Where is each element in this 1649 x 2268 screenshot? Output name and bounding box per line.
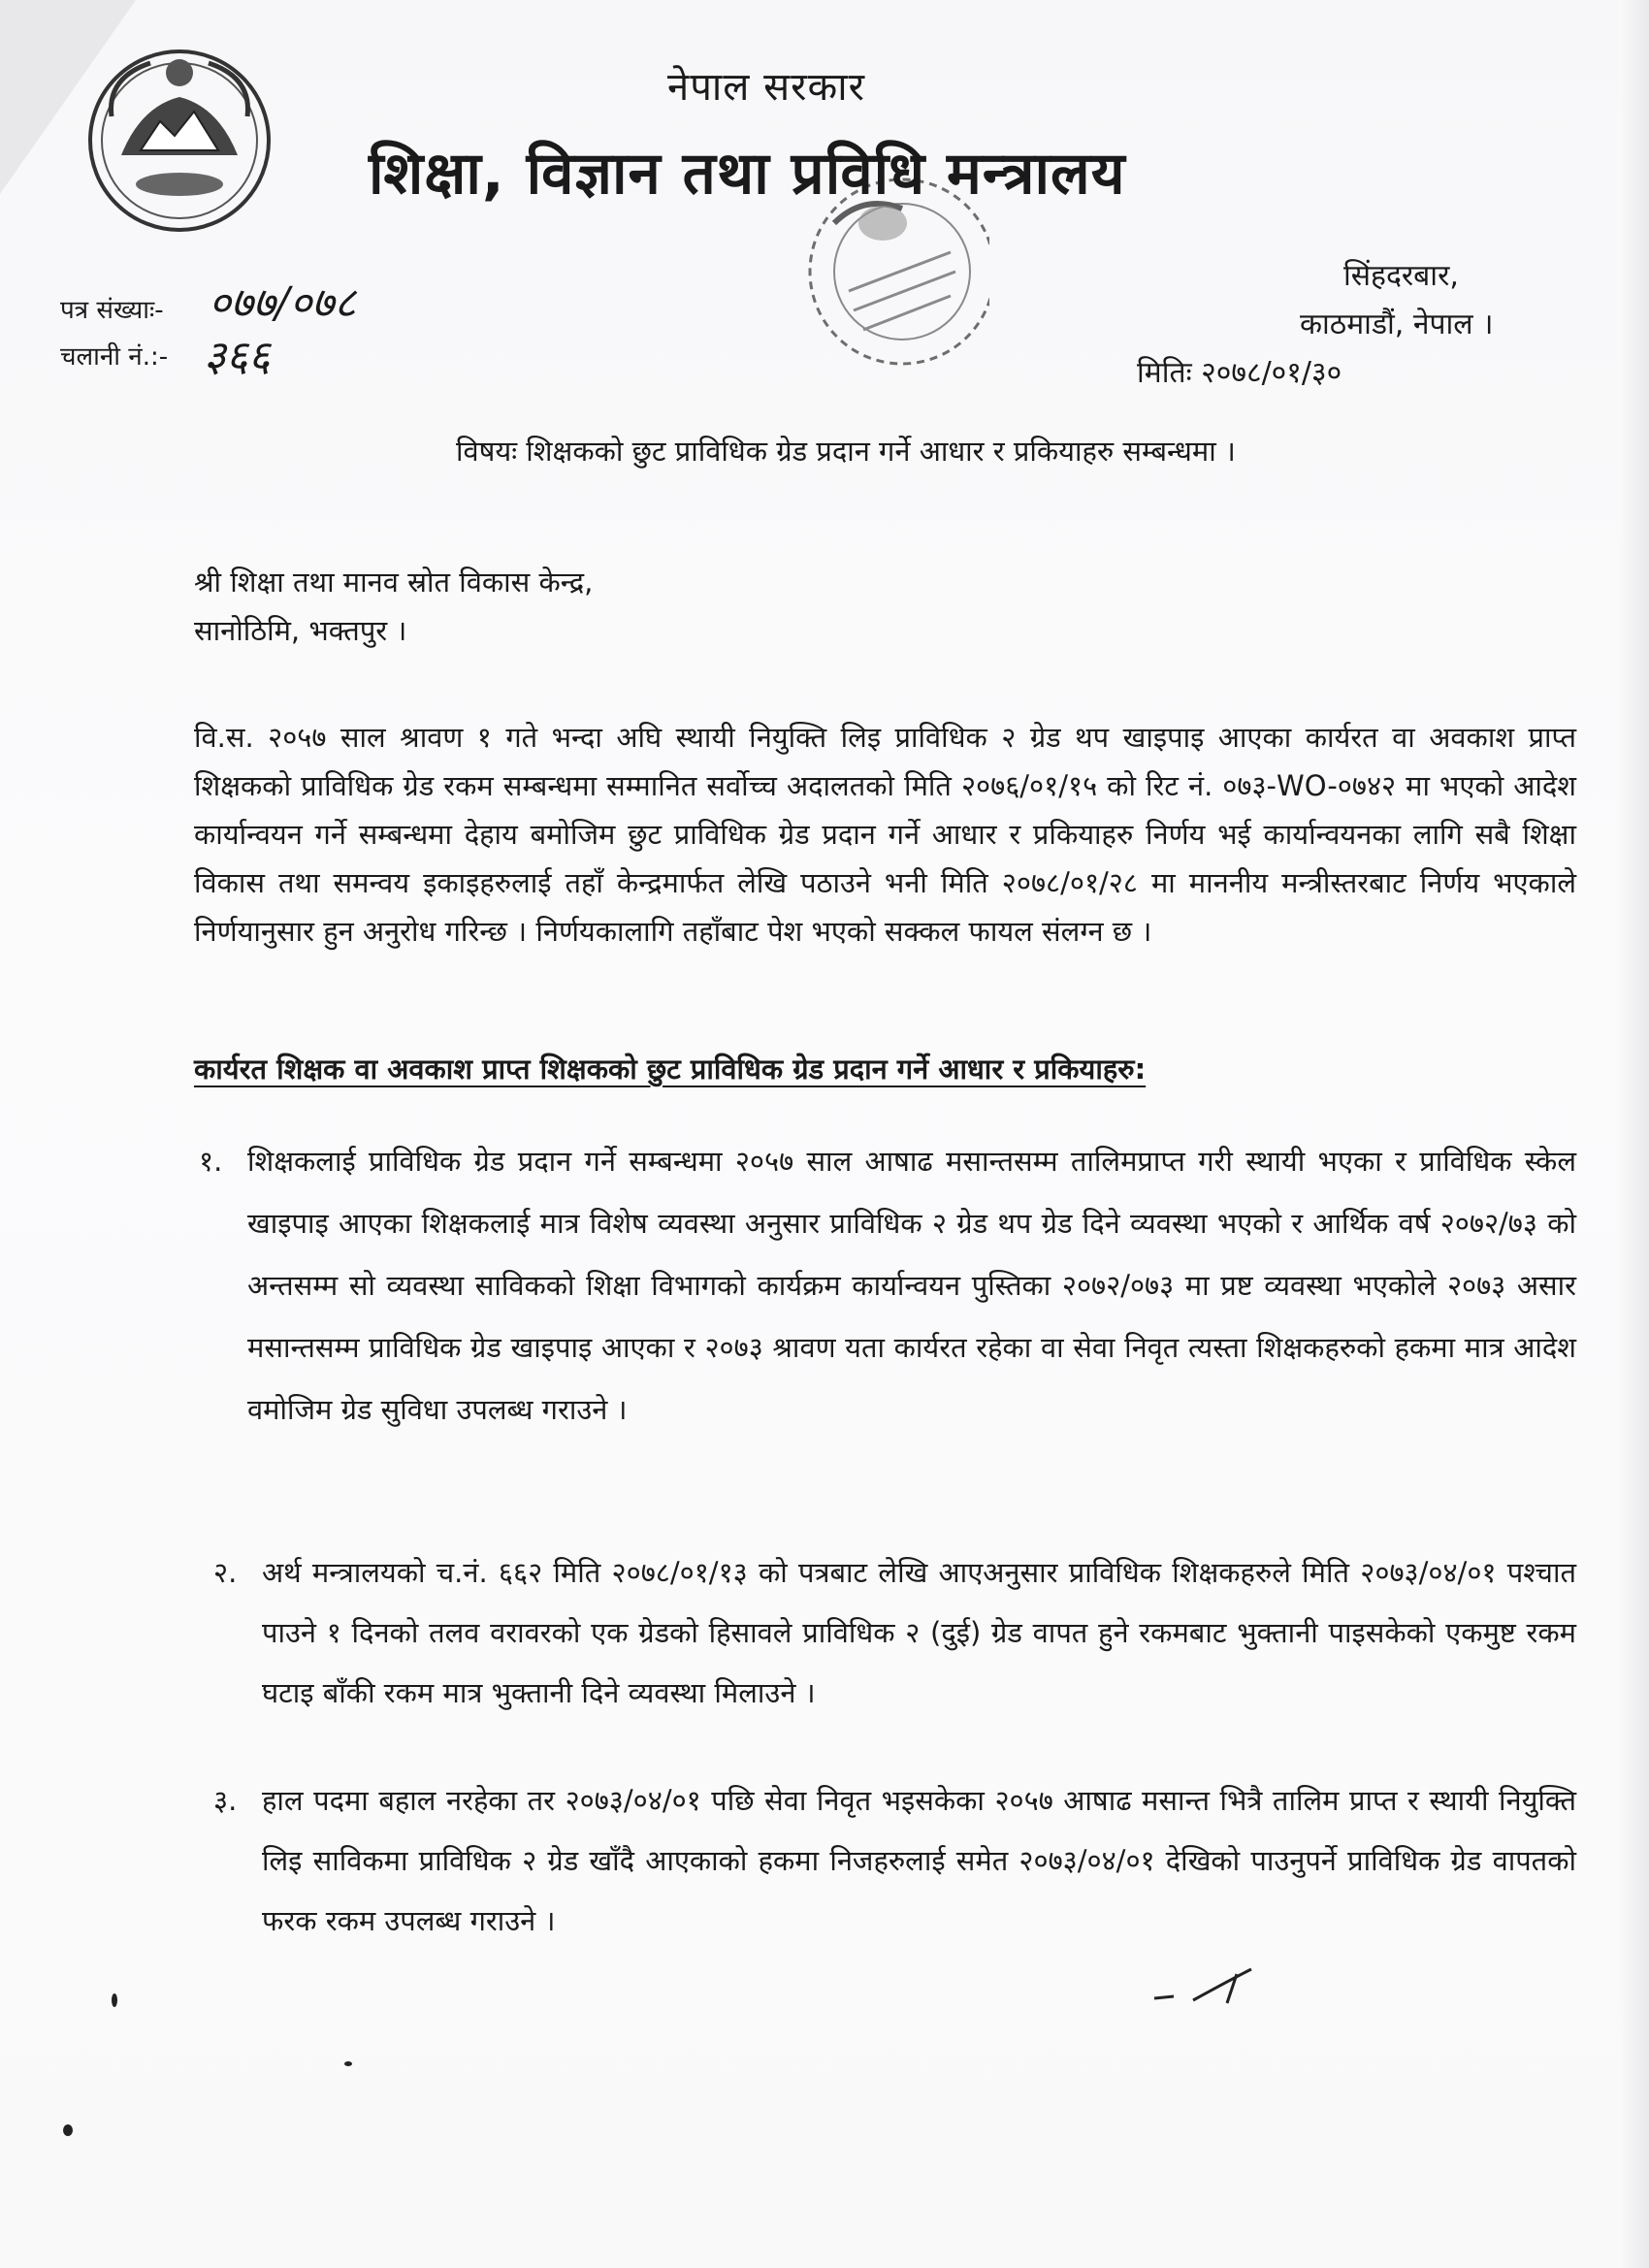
list-item-number: ३. (213, 1784, 238, 1817)
ministry-title: शिक्षा, विज्ञान तथा प्रविधि मन्त्रालय (369, 140, 1126, 208)
list-item-number: २. (213, 1556, 238, 1589)
list-item-text: शिक्षकलाई प्राविधिक ग्रेड प्रदान गर्ने सम्बन्धमा २०५७ साल आषाढ मसान्तसम्म तालिमप्राप्त गरी स्थायी भएका र प्राविधिक स्केल खाइपाइ आएका शिक्षकलाई मात्र विशेष व्यवस्था अनुसार प्राविधिक २ ग्रेड थप ग्रेड दिने व्यवस्था भएको र आर्थिक वर्ष २०७२/७३ को अन्तसम्म सो व्यवस्था साविकको शिक्षा विभागको कार्यक्रम कार्यान्वयन पुस्तिका २०७२/०७३ मा प्रष्ट व्यवस्था भएकोले २०७३ असार मसान्तसम्म प्राविधिक ग्रेड खाइपाइ आएका र २०७३ श्रावण यता कार्यरत रहेका वा सेवा निवृत त्यस्ता शिक्षकहरुको हकमा मात्र आदेश वमोजिम ग्रेड सुविधा उपलब्ध गराउने । (247, 1145, 1576, 1426)
list-item-text: अर्थ मन्त्रालयको च.नं. ६६२ मिति २०७८/०१/१३ को पत्रबाट लेखि आएअनुसार प्राविधिक शिक्षकहरुले मिति २०७३/०४/०१ पश्चात पाउने १ दिनको तलव वरावरको एक ग्रेडको हिसावले प्राविधिक २ (दुई) ग्रेड वापत हुने रकमबाट भुक्तानी पाइसकेको एकमुष्ट रकम घटाइ बाँकी रकम मात्र भुक्तानी दिने व्यवस्था मिलाउने । (262, 1556, 1576, 1709)
addressee-line1: श्री शिक्षा तथा मानव स्रोत विकास केन्द्र, (194, 566, 594, 599)
addressee-line2: सानोठिमि, भक्तपुर । (194, 614, 407, 647)
dispatch-number-value: ३६६ (204, 332, 271, 381)
dispatch-number-label: चलानी नं.:- (60, 342, 169, 372)
office-location-line1: सिंहदरबार, (1343, 259, 1459, 293)
scan-speck (112, 1993, 117, 2007)
list-item-number: १. (199, 1145, 223, 1178)
list-item (199, 1130, 1576, 1441)
list-item (213, 1770, 1576, 1951)
signature-mark-icon (1145, 1960, 1290, 2018)
page-edge-shadow (1618, 0, 1649, 2268)
list-item (213, 1542, 1576, 1723)
letter-date: मितिः २०७८/०१/३० (1137, 356, 1342, 390)
body-paragraph: वि.स. २०५७ साल श्रावण १ गते भन्दा अघि स्थायी नियुक्ति लिइ प्राविधिक २ ग्रेड थप खाइपाइ आएका कार्यरत वा अवकाश प्राप्त शिक्षकको प्राविधिक ग्रेड रकम सम्बन्धमा सम्मानित सर्वोच्च अदालतको मिति २०७६/०१/१५ को रिट नं. ०७३-WO-०७४२ मा भएको आदेश कार्यान्वयन गर्ने सम्बन्धमा देहाय बमोजिम छुट प्राविधिक ग्रेड प्रदान गर्ने आधार र प्रकियाहरु निर्णय भई कार्यान्वयनका लागि सबै शिक्षा विकास तथा समन्वय इकाइहरुलाई तहाँ केन्द्रमार्फत लेखि पठाउने भनी मिति २०७८/०१/२८ मा माननीय मन्त्रीस्तरबाट निर्णय भएकाले निर्णयानुसार हुन अनुरोध गरिन्छ । निर्णयकालागि तहाँबाट पेश भएको सक्कल फायल संलग्न छ । (194, 721, 1576, 948)
letter-number-label: पत्र संख्याः- (60, 296, 164, 325)
scan-speck (344, 2061, 352, 2066)
government-title: नेपाल सरकार (667, 65, 865, 110)
letter-number-value: ०७७/०७८ (209, 278, 357, 328)
nepal-emblem-icon (82, 39, 276, 243)
office-location-line2: काठमाडौं, नेपाल । (1300, 308, 1494, 341)
list-item-text: हाल पदमा बहाल नरहेका तर २०७३/०४/०१ पछि सेवा निवृत भइसकेका २०५७ आषाढ मसान्त भित्रै तालिम प्राप्त र स्थायी नियुक्ति लिइ साविकमा प्राविधिक २ ग्रेड खाँदै आएकाको हकमा निजहरुलाई समेत २०७३/०४/०१ देखिको पाउनुपर्ने प्राविधिक ग्रेड वापतको फरक रकम उपलब्ध गराउने । (262, 1784, 1576, 1937)
letter-subject: विषयः शिक्षकको छुट प्राविधिक ग्रेड प्रदान गर्ने आधार र प्रकियाहरु सम्बन्धमा । (456, 435, 1236, 468)
scan-speck (63, 2124, 73, 2136)
section-heading: कार्यरत शिक्षक वा अवकाश प्राप्त शिक्षकको छुट प्राविधिक ग्रेड प्रदान गर्ने आधार र प्रकियाहरु: (194, 1053, 1147, 1085)
